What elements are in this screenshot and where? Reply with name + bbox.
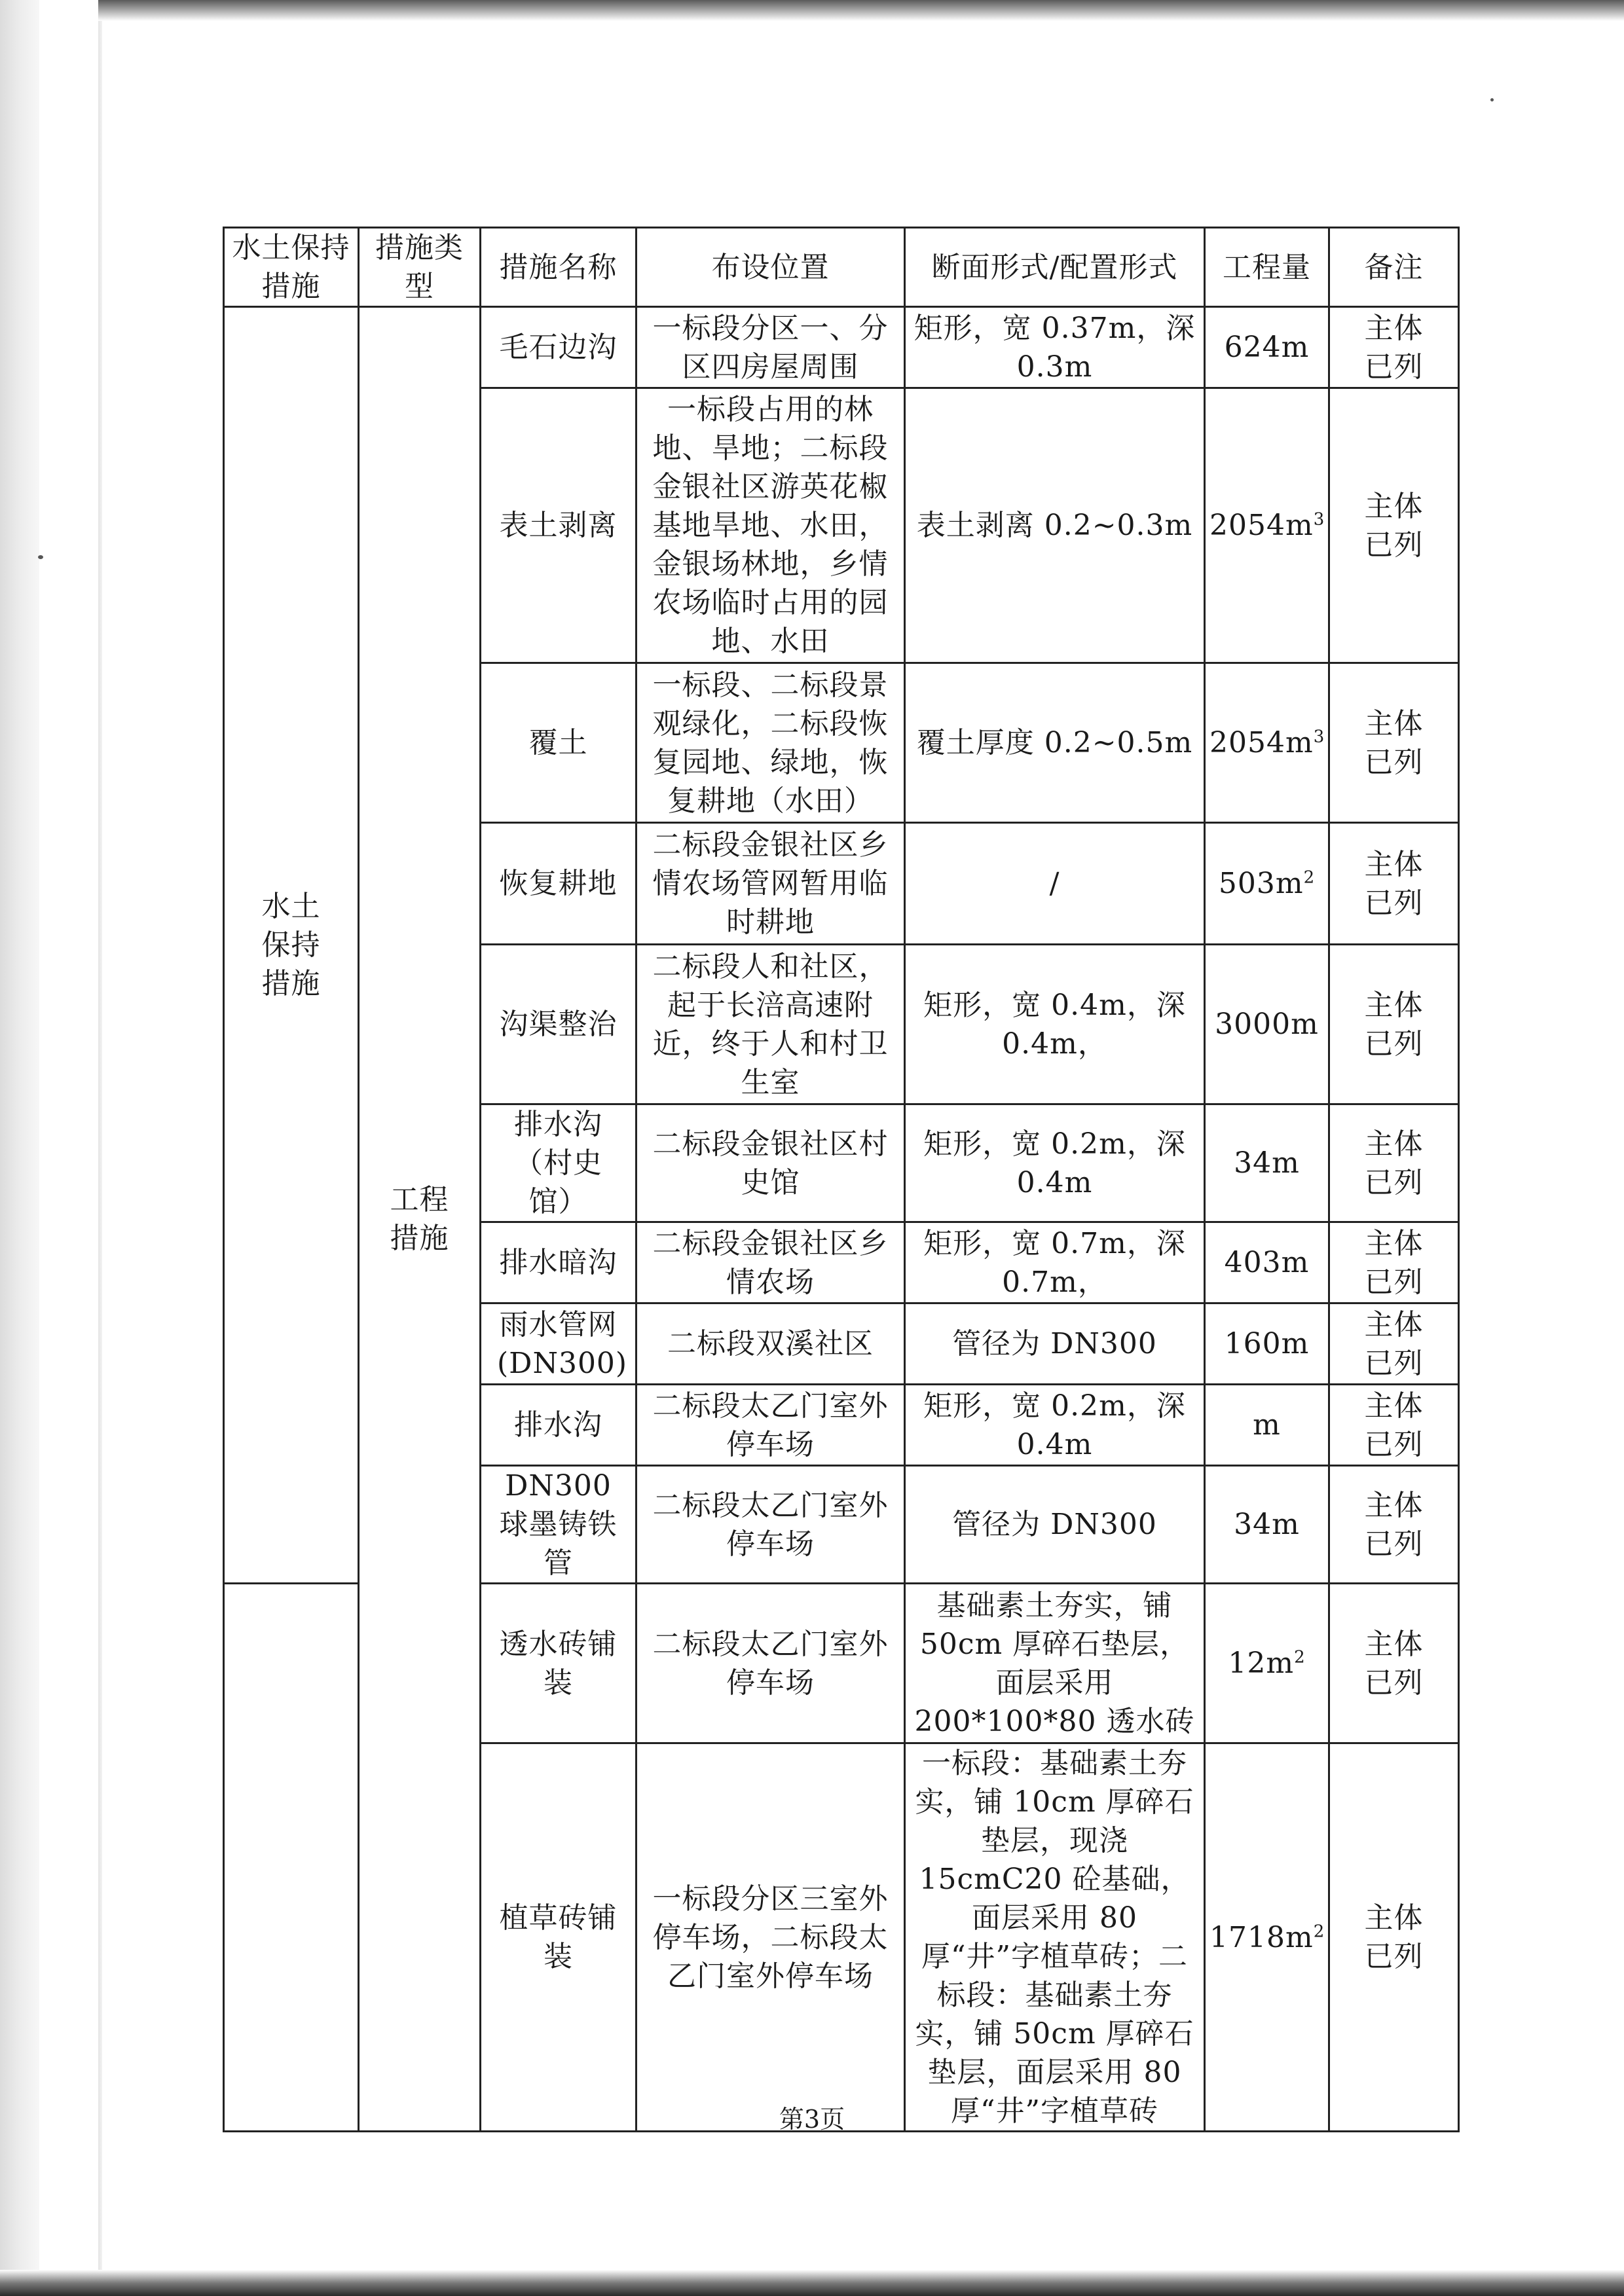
remark-cell: 主体已列	[1329, 1222, 1459, 1303]
unit-exponent: 2	[1294, 1647, 1306, 1667]
location-cell: 一标段分区三室外停车场，二标段太乙门室外停车场	[637, 1743, 905, 2132]
quantity-value: 34m	[1234, 1146, 1300, 1180]
header-category: 水土保持措施	[224, 228, 359, 307]
location-cell: 二标段人和社区，起于长涪高速附近，终于人和村卫生室	[637, 945, 905, 1104]
quantity-value: 1718m	[1209, 1920, 1314, 1954]
remark-cell: 主体已列	[1329, 1584, 1459, 1743]
quantity-cell	[1205, 823, 1329, 945]
form-cell: 管径为 DN300	[905, 1303, 1205, 1385]
measure-name-cell: 覆土	[481, 663, 637, 823]
category-cell: 水土保持措施	[224, 307, 359, 1584]
remark-cell: 主体已列	[1329, 1303, 1459, 1385]
form-cell: /	[905, 823, 1205, 945]
remark-cell: 主体已列	[1329, 307, 1459, 388]
location-cell: 二标段太乙门室外停车场	[637, 1466, 905, 1584]
quantity-cell	[1205, 388, 1329, 663]
measure-name-cell: 植草砖铺装	[481, 1743, 637, 2132]
scan-speck	[38, 555, 43, 559]
form-cell: 矩形，宽 0.4m，深 0.4m，	[905, 945, 1205, 1104]
quantity-cell	[1205, 1104, 1329, 1222]
quantity-cell	[1205, 307, 1329, 388]
header-name: 措施名称	[481, 228, 637, 307]
measure-name-cell: 表土剥离	[481, 388, 637, 663]
quantity-cell	[1205, 1385, 1329, 1466]
location-cell: 二标段金银社区乡情农场	[637, 1222, 905, 1303]
location-cell: 二标段金银社区村史馆	[637, 1104, 905, 1222]
header-quantity: 工程量	[1205, 228, 1329, 307]
measure-name-cell: 排水沟（村史馆）	[481, 1104, 637, 1222]
quantity-cell	[1205, 945, 1329, 1104]
quantity-value: 2054m	[1209, 726, 1314, 759]
unit-exponent: 2	[1313, 1921, 1325, 1941]
header-type: 措施类型	[359, 228, 481, 307]
form-cell: 表土剥离 0.2~0.3m	[905, 388, 1205, 663]
form-cell: 矩形，宽 0.2m，深 0.4m	[905, 1104, 1205, 1222]
remark-cell: 主体已列	[1329, 1466, 1459, 1584]
quantity-cell	[1205, 1303, 1329, 1385]
form-cell: 基础素土夯实，铺 50cm 厚碎石垫层，面层采用 200*100*80 透水砖	[905, 1584, 1205, 1743]
unit-exponent: 2	[1303, 867, 1316, 888]
remark-cell: 主体已列	[1329, 388, 1459, 663]
remark-cell: 主体已列	[1329, 663, 1459, 823]
measure-name-cell: 沟渠整治	[481, 945, 637, 1104]
quantity-cell	[1205, 1743, 1329, 2132]
location-cell: 二标段太乙门室外停车场	[637, 1385, 905, 1466]
form-cell: 矩形，宽 0.7m，深 0.7m，	[905, 1222, 1205, 1303]
location-cell: 一标段占用的林地、旱地；二标段金银社区游英花椒基地旱地、水田，金银场林地，乡情农场临时占用的园地、水田	[637, 388, 905, 663]
measure-name-cell: 毛石边沟	[481, 307, 637, 388]
header-remark: 备注	[1329, 228, 1459, 307]
header-location: 布设位置	[637, 228, 905, 307]
location-cell: 一标段、二标段景观绿化，二标段恢复园地、绿地，恢复耕地（水田）	[637, 663, 905, 823]
remark-cell: 主体已列	[1329, 945, 1459, 1104]
form-cell: 矩形，宽 0.37m，深 0.3m	[905, 307, 1205, 388]
quantity-value: 624m	[1224, 331, 1310, 364]
quantity-value: 3000m	[1215, 1008, 1319, 1041]
quantity-value: m	[1253, 1408, 1281, 1442]
measure-name-cell: 排水暗沟	[481, 1222, 637, 1303]
remark-cell: 主体已列	[1329, 1743, 1459, 2132]
measure-name-cell: 透水砖铺装	[481, 1584, 637, 1743]
form-cell: 覆土厚度 0.2~0.5m	[905, 663, 1205, 823]
quantity-value: 503m	[1218, 867, 1304, 900]
unit-exponent: 3	[1313, 509, 1325, 530]
scan-binding-shadow	[0, 0, 39, 2296]
table-header-row	[224, 228, 1459, 307]
measure-name-cell: 排水沟	[481, 1385, 637, 1466]
quantity-value: 2054m	[1209, 509, 1314, 542]
form-cell: 一标段：基础素土夯实，铺 10cm 厚碎石垫层，现浇 15cmC20 砼基础，面层采用 80 厚“井”字植草砖；二标段：基础素土夯实，铺 50cm 厚碎石垫层，面层采用 80 厚“井”字植草砖	[905, 1743, 1205, 2132]
quantity-value: 160m	[1224, 1327, 1310, 1360]
header-form: 断面形式/配置形式	[905, 228, 1205, 307]
remark-cell: 主体已列	[1329, 823, 1459, 945]
quantity-cell	[1205, 1584, 1329, 1743]
category-cell-continued	[224, 1584, 359, 2132]
location-cell: 一标段分区一、分区四房屋周围	[637, 307, 905, 388]
unit-exponent: 3	[1313, 727, 1325, 747]
scan-bottom-edge	[0, 2270, 1624, 2296]
table-row	[224, 307, 1459, 388]
scan-speck	[1490, 98, 1494, 101]
page-number: 第3页	[779, 2105, 845, 2134]
measure-name-cell: 雨水管网(DN300)	[481, 1303, 637, 1385]
remark-cell: 主体已列	[1329, 1104, 1459, 1222]
quantity-cell	[1205, 1466, 1329, 1584]
quantity-cell	[1205, 1222, 1329, 1303]
scan-fold-line	[98, 0, 102, 2296]
quantity-cell	[1205, 663, 1329, 823]
location-cell: 二标段金银社区乡情农场管网暂用临时耕地	[637, 823, 905, 945]
measure-name-cell: DN300 球墨铸铁管	[481, 1466, 637, 1584]
location-cell: 二标段双溪社区	[637, 1303, 905, 1385]
soil-conservation-table	[223, 227, 1460, 2132]
type-cell: 工程措施	[359, 307, 481, 2132]
measure-name-cell: 恢复耕地	[481, 823, 637, 945]
quantity-value: 403m	[1224, 1246, 1310, 1279]
remark-cell: 主体已列	[1329, 1385, 1459, 1466]
form-cell: 矩形，宽 0.2m，深 0.4m	[905, 1385, 1205, 1466]
location-cell: 二标段太乙门室外停车场	[637, 1584, 905, 1743]
quantity-value: 34m	[1234, 1508, 1300, 1541]
quantity-value: 12m	[1228, 1647, 1295, 1680]
form-cell: 管径为 DN300	[905, 1466, 1205, 1584]
scan-top-edge	[98, 0, 1624, 21]
